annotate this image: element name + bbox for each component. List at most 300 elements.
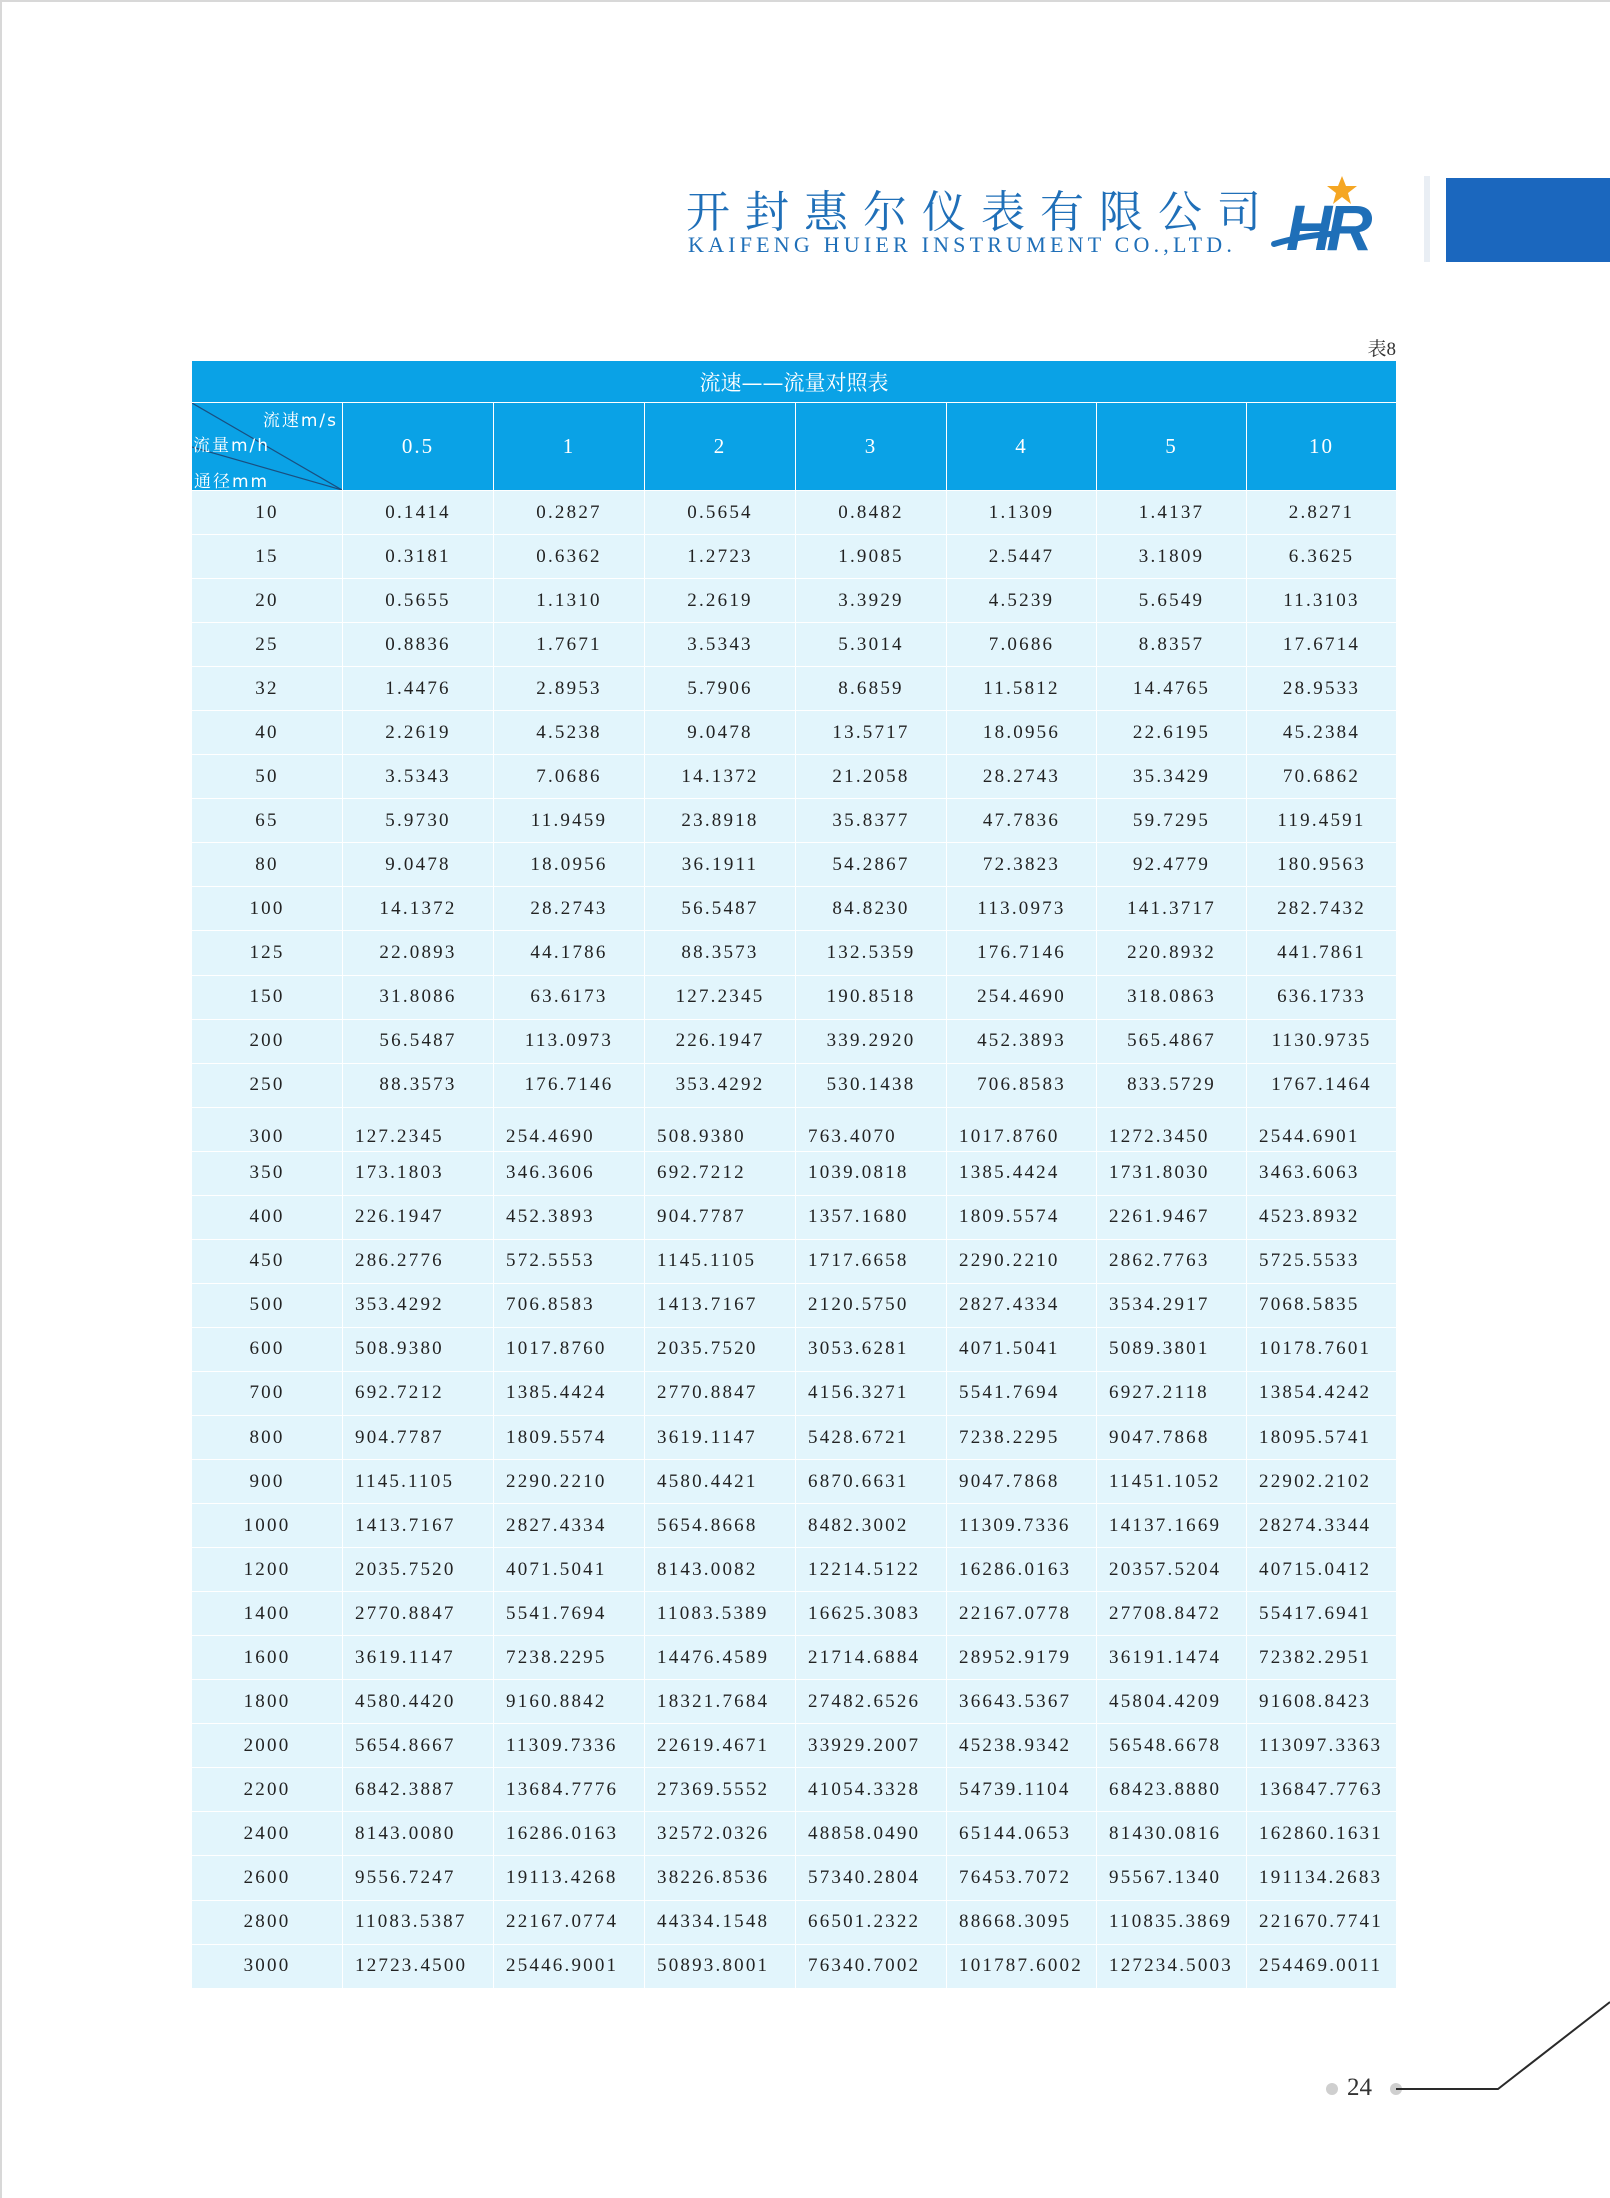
flow-value-cell: 176.7146 [494, 1063, 645, 1107]
diameter-cell: 50 [192, 755, 343, 799]
flow-value-cell: 226.1947 [343, 1195, 494, 1239]
flow-value-cell: 190.8518 [796, 975, 947, 1019]
flow-value-cell: 346.3606 [494, 1151, 645, 1195]
flow-value-cell: 3.5343 [645, 623, 796, 667]
diameter-cell: 2000 [192, 1724, 343, 1768]
flow-value-cell: 13684.7776 [494, 1768, 645, 1812]
flow-value-cell: 56548.6678 [1097, 1724, 1247, 1768]
flow-value-cell: 904.7787 [343, 1415, 494, 1459]
flow-value-cell: 95567.1340 [1097, 1856, 1247, 1900]
flow-value-cell: 35.8377 [796, 799, 947, 843]
table-row [192, 755, 1397, 799]
flow-value-cell: 63.6173 [494, 975, 645, 1019]
flow-value-cell: 88668.3095 [947, 1900, 1097, 1944]
flow-value-cell: 28952.9179 [947, 1636, 1097, 1680]
flow-value-cell: 706.8583 [494, 1283, 645, 1327]
flow-value-cell: 6842.3887 [343, 1768, 494, 1812]
diameter-cell: 2800 [192, 1900, 343, 1944]
table-row [192, 1944, 1397, 1988]
flow-value-cell: 452.3893 [494, 1195, 645, 1239]
flow-value-cell: 27369.5552 [645, 1768, 796, 1812]
flow-value-cell: 40715.0412 [1247, 1548, 1397, 1592]
velocity-unit-label: 流速m/s [262, 411, 338, 431]
flow-value-cell: 5541.7694 [947, 1371, 1097, 1415]
table-row [192, 1856, 1397, 1900]
flow-value-cell: 32572.0326 [645, 1812, 796, 1856]
flow-value-cell: 2770.8847 [645, 1371, 796, 1415]
table-row [192, 1063, 1397, 1107]
flow-value-cell: 5089.3801 [1097, 1327, 1247, 1371]
table-row [192, 579, 1397, 623]
flow-value-cell: 1809.5574 [494, 1415, 645, 1459]
flow-value-cell: 132.5359 [796, 931, 947, 975]
flow-value-cell: 4.5238 [494, 711, 645, 755]
flow-value-cell: 353.4292 [343, 1283, 494, 1327]
company-name-english: KAIFENG HUIER INSTRUMENT CO.,LTD. [688, 232, 1237, 257]
flow-value-cell: 4156.3271 [796, 1371, 947, 1415]
diameter-unit-label: 通径mm [194, 472, 270, 492]
velocity-column-header: 10 [1247, 403, 1397, 491]
flow-value-cell: 2.2619 [343, 711, 494, 755]
flow-value-cell: 0.6362 [494, 535, 645, 579]
velocity-column-header: 0.5 [343, 403, 494, 491]
flow-value-cell: 13854.4242 [1247, 1371, 1397, 1415]
flow-value-cell: 113.0973 [494, 1019, 645, 1063]
flow-value-cell: 23.8918 [645, 799, 796, 843]
flow-value-cell: 6870.6631 [796, 1460, 947, 1504]
flow-value-cell: 1413.7167 [343, 1504, 494, 1548]
flow-value-cell: 44.1786 [494, 931, 645, 975]
flow-value-cell: 14476.4589 [645, 1636, 796, 1680]
header-blue-band [1446, 178, 1610, 262]
velocity-column-header: 5 [1097, 403, 1247, 491]
flow-value-cell: 1145.1105 [645, 1239, 796, 1283]
table-row [192, 1592, 1397, 1636]
table-row [192, 1680, 1397, 1724]
diameter-cell: 1600 [192, 1636, 343, 1680]
flow-unit-label: 流量m/h [193, 436, 271, 456]
flow-value-cell: 162860.1631 [1247, 1812, 1397, 1856]
flow-value-cell: 9.0478 [645, 711, 796, 755]
flow-value-cell: 119.4591 [1247, 799, 1397, 843]
diameter-cell: 10 [192, 491, 343, 535]
diameter-cell: 1400 [192, 1592, 343, 1636]
flow-value-cell: 1.4137 [1097, 491, 1247, 535]
flow-value-cell: 2035.7520 [343, 1548, 494, 1592]
diameter-cell: 3000 [192, 1944, 343, 1988]
diameter-cell: 100 [192, 887, 343, 931]
flow-value-cell: 31.8086 [343, 975, 494, 1019]
diameter-cell: 40 [192, 711, 343, 755]
flow-value-cell: 5.3014 [796, 623, 947, 667]
velocity-column-header: 4 [947, 403, 1097, 491]
diameter-cell: 32 [192, 667, 343, 711]
velocity-column-header: 1 [494, 403, 645, 491]
flow-value-cell: 3619.1147 [343, 1636, 494, 1680]
flow-value-cell: 1145.1105 [343, 1460, 494, 1504]
table-row [192, 711, 1397, 755]
diameter-cell: 500 [192, 1283, 343, 1327]
table-row [192, 931, 1397, 975]
flow-value-cell: 7.0686 [494, 755, 645, 799]
table-row [192, 799, 1397, 843]
flow-value-cell: 286.2776 [343, 1239, 494, 1283]
flow-value-cell: 48858.0490 [796, 1812, 947, 1856]
flow-value-cell: 54.2867 [796, 843, 947, 887]
flow-value-cell: 141.3717 [1097, 887, 1247, 931]
company-name-chinese: 开封惠尔仪表有限公司 [686, 187, 1276, 238]
flow-value-cell: 2290.2210 [947, 1239, 1097, 1283]
flow-value-cell: 113097.3363 [1247, 1724, 1397, 1768]
flow-value-cell: 54739.1104 [947, 1768, 1097, 1812]
flow-value-cell: 191134.2683 [1247, 1856, 1397, 1900]
flow-value-cell: 22902.2102 [1247, 1460, 1397, 1504]
flow-value-cell: 18.0956 [947, 711, 1097, 755]
flow-value-cell: 3.5343 [343, 755, 494, 799]
flow-value-cell: 221670.7741 [1247, 1900, 1397, 1944]
diameter-cell: 20 [192, 579, 343, 623]
flow-value-cell: 11309.7336 [947, 1504, 1097, 1548]
flow-value-cell: 8143.0080 [343, 1812, 494, 1856]
flow-value-cell: 4523.8932 [1247, 1195, 1397, 1239]
table-row [192, 1768, 1397, 1812]
table-row [192, 1327, 1397, 1371]
flow-value-cell: 13.5717 [796, 711, 947, 755]
flow-value-cell: 22.6195 [1097, 711, 1247, 755]
diameter-cell: 700 [192, 1371, 343, 1415]
flow-value-cell: 3463.6063 [1247, 1151, 1397, 1195]
corner-header-cell [192, 403, 343, 491]
flow-value-cell: 226.1947 [645, 1019, 796, 1063]
flow-value-cell: 7068.5835 [1247, 1283, 1397, 1327]
diameter-cell: 200 [192, 1019, 343, 1063]
flow-value-cell: 1017.8760 [494, 1327, 645, 1371]
flow-value-cell: 72382.2951 [1247, 1636, 1397, 1680]
flow-value-cell: 254.4690 [494, 1107, 645, 1151]
flow-value-cell: 18.0956 [494, 843, 645, 887]
flow-value-cell: 692.7212 [343, 1371, 494, 1415]
flow-value-cell: 5.6549 [1097, 579, 1247, 623]
diameter-cell: 450 [192, 1239, 343, 1283]
flow-value-cell: 1809.5574 [947, 1195, 1097, 1239]
flow-value-cell: 5.9730 [343, 799, 494, 843]
flow-value-cell: 55417.6941 [1247, 1592, 1397, 1636]
flow-value-cell: 3.1809 [1097, 535, 1247, 579]
flow-velocity-table [191, 360, 1397, 1989]
flow-value-cell: 1385.4424 [947, 1151, 1097, 1195]
flow-value-cell: 11.5812 [947, 667, 1097, 711]
table-row [192, 1283, 1397, 1327]
table-row [192, 843, 1397, 887]
flow-value-cell: 1.7671 [494, 623, 645, 667]
flow-value-cell: 27482.6526 [796, 1680, 947, 1724]
flow-value-cell: 2290.2210 [494, 1460, 645, 1504]
table-row [192, 1195, 1397, 1239]
table-row [192, 1460, 1397, 1504]
diameter-cell: 900 [192, 1460, 343, 1504]
flow-value-cell: 8.8357 [1097, 623, 1247, 667]
flow-value-cell: 1.1309 [947, 491, 1097, 535]
flow-value-cell: 565.4867 [1097, 1019, 1247, 1063]
flow-value-cell: 1413.7167 [645, 1283, 796, 1327]
flow-value-cell: 1385.4424 [494, 1371, 645, 1415]
flow-value-cell: 5541.7694 [494, 1592, 645, 1636]
flow-value-cell: 27708.8472 [1097, 1592, 1247, 1636]
flow-value-cell: 0.1414 [343, 491, 494, 535]
flow-value-cell: 1017.8760 [947, 1107, 1097, 1151]
flow-value-cell: 0.5655 [343, 579, 494, 623]
flow-value-cell: 127.2345 [343, 1107, 494, 1151]
flow-value-cell: 11.3103 [1247, 579, 1397, 623]
page-border [0, 0, 1610, 2]
flow-value-cell: 4071.5041 [947, 1327, 1097, 1371]
diameter-cell: 600 [192, 1327, 343, 1371]
flow-value-cell: 47.7836 [947, 799, 1097, 843]
flow-value-cell: 173.1803 [343, 1151, 494, 1195]
flow-value-cell: 833.5729 [1097, 1063, 1247, 1107]
flow-value-cell: 22619.4671 [645, 1724, 796, 1768]
flow-value-cell: 8143.0082 [645, 1548, 796, 1592]
flow-value-cell: 28274.3344 [1247, 1504, 1397, 1548]
flow-value-cell: 81430.0816 [1097, 1812, 1247, 1856]
flow-value-cell: 2827.4334 [947, 1283, 1097, 1327]
flow-value-cell: 41054.3328 [796, 1768, 947, 1812]
flow-value-cell: 1.9085 [796, 535, 947, 579]
flow-value-cell: 339.2920 [796, 1019, 947, 1063]
flow-value-cell: 17.6714 [1247, 623, 1397, 667]
flow-value-cell: 72.3823 [947, 843, 1097, 887]
flow-value-cell: 2770.8847 [343, 1592, 494, 1636]
table-row [192, 975, 1397, 1019]
flow-value-cell: 22167.0778 [947, 1592, 1097, 1636]
flow-value-cell: 2827.4334 [494, 1504, 645, 1548]
flow-value-cell: 706.8583 [947, 1063, 1097, 1107]
flow-value-cell: 1.4476 [343, 667, 494, 711]
flow-value-cell: 572.5553 [494, 1239, 645, 1283]
diameter-cell: 15 [192, 535, 343, 579]
flow-value-cell: 5725.5533 [1247, 1239, 1397, 1283]
table-row [192, 1812, 1397, 1856]
flow-value-cell: 113.0973 [947, 887, 1097, 931]
diameter-cell: 800 [192, 1415, 343, 1459]
flow-value-cell: 91608.8423 [1247, 1680, 1397, 1724]
diameter-cell: 125 [192, 931, 343, 975]
flow-value-cell: 8.6859 [796, 667, 947, 711]
flow-value-cell: 14.4765 [1097, 667, 1247, 711]
flow-value-cell: 282.7432 [1247, 887, 1397, 931]
flow-value-cell: 763.4070 [796, 1107, 947, 1151]
flow-value-cell: 0.5654 [645, 491, 796, 535]
flow-value-cell: 2.8271 [1247, 491, 1397, 535]
table-row [192, 667, 1397, 711]
diameter-cell: 25 [192, 623, 343, 667]
flow-value-cell: 2261.9467 [1097, 1195, 1247, 1239]
flow-value-cell: 1731.8030 [1097, 1151, 1247, 1195]
flow-value-cell: 11451.1052 [1097, 1460, 1247, 1504]
flow-value-cell: 530.1438 [796, 1063, 947, 1107]
flow-value-cell: 692.7212 [645, 1151, 796, 1195]
table-row [192, 1151, 1397, 1195]
flow-value-cell: 76453.7072 [947, 1856, 1097, 1900]
flow-value-cell: 22167.0774 [494, 1900, 645, 1944]
flow-value-cell: 2544.6901 [1247, 1107, 1397, 1151]
flow-value-cell: 36643.5367 [947, 1680, 1097, 1724]
company-logo [1270, 174, 1410, 264]
diameter-cell: 2200 [192, 1768, 343, 1812]
diameter-cell: 80 [192, 843, 343, 887]
flow-value-cell: 12723.4500 [343, 1944, 494, 1988]
flow-value-cell: 353.4292 [645, 1063, 796, 1107]
flow-value-cell: 3053.6281 [796, 1327, 947, 1371]
flow-value-cell: 2035.7520 [645, 1327, 796, 1371]
flow-value-cell: 22.0893 [343, 931, 494, 975]
flow-value-cell: 50893.8001 [645, 1944, 796, 1988]
flow-value-cell: 76340.7002 [796, 1944, 947, 1988]
flow-value-cell: 33929.2007 [796, 1724, 947, 1768]
flow-value-cell: 5654.8668 [645, 1504, 796, 1548]
table-row [192, 491, 1397, 535]
flow-value-cell: 452.3893 [947, 1019, 1097, 1063]
flow-value-cell: 16625.3083 [796, 1592, 947, 1636]
flow-value-cell: 7238.2295 [494, 1636, 645, 1680]
flow-value-cell: 508.9380 [343, 1327, 494, 1371]
flow-value-cell: 7238.2295 [947, 1415, 1097, 1459]
flow-value-cell: 9047.7868 [1097, 1415, 1247, 1459]
flow-value-cell: 14.1372 [343, 887, 494, 931]
header-divider [1424, 176, 1430, 262]
flow-value-cell: 4071.5041 [494, 1548, 645, 1592]
flow-value-cell: 3619.1147 [645, 1415, 796, 1459]
flow-value-cell: 3.3929 [796, 579, 947, 623]
table-row [192, 1724, 1397, 1768]
flow-value-cell: 1039.0818 [796, 1151, 947, 1195]
flow-value-cell: 176.7146 [947, 931, 1097, 975]
flow-value-cell: 6927.2118 [1097, 1371, 1247, 1415]
flow-value-cell: 18321.7684 [645, 1680, 796, 1724]
flow-value-cell: 14.1372 [645, 755, 796, 799]
flow-value-cell: 25446.9001 [494, 1944, 645, 1988]
flow-value-cell: 88.3573 [645, 931, 796, 975]
flow-value-cell: 56.5487 [343, 1019, 494, 1063]
table-row [192, 1019, 1397, 1063]
flow-value-cell: 1357.1680 [796, 1195, 947, 1239]
footer-decorative-line [1396, 2000, 1610, 2100]
flow-value-cell: 254469.0011 [1247, 1944, 1397, 1988]
flow-value-cell: 0.8482 [796, 491, 947, 535]
table-row [192, 1415, 1397, 1459]
flow-value-cell: 2120.5750 [796, 1283, 947, 1327]
flow-value-cell: 1.2723 [645, 535, 796, 579]
diameter-cell: 1200 [192, 1548, 343, 1592]
diameter-cell: 400 [192, 1195, 343, 1239]
table-row [192, 535, 1397, 579]
flow-value-cell: 45.2384 [1247, 711, 1397, 755]
flow-value-cell: 1767.1464 [1247, 1063, 1397, 1107]
flow-value-cell: 8482.3002 [796, 1504, 947, 1548]
table-row [192, 1548, 1397, 1592]
flow-value-cell: 20357.5204 [1097, 1548, 1247, 1592]
flow-value-cell: 21.2058 [796, 755, 947, 799]
flow-value-cell: 88.3573 [343, 1063, 494, 1107]
flow-value-cell: 19113.4268 [494, 1856, 645, 1900]
flow-value-cell: 220.8932 [1097, 931, 1247, 975]
flow-value-cell: 1272.3450 [1097, 1107, 1247, 1151]
flow-value-cell: 11309.7336 [494, 1724, 645, 1768]
table-row [192, 1504, 1397, 1548]
flow-value-cell: 6.3625 [1247, 535, 1397, 579]
flow-value-cell: 18095.5741 [1247, 1415, 1397, 1459]
flow-value-cell: 45238.9342 [947, 1724, 1097, 1768]
diameter-cell: 350 [192, 1151, 343, 1195]
flow-value-cell: 180.9563 [1247, 843, 1397, 887]
flow-value-cell: 12214.5122 [796, 1548, 947, 1592]
flow-value-cell: 2.2619 [645, 579, 796, 623]
flow-value-cell: 84.8230 [796, 887, 947, 931]
flow-value-cell: 36.1911 [645, 843, 796, 887]
flow-value-cell: 5654.8667 [343, 1724, 494, 1768]
flow-value-cell: 254.4690 [947, 975, 1097, 1019]
flow-value-cell: 11083.5389 [645, 1592, 796, 1636]
flow-value-cell: 1130.9735 [1247, 1019, 1397, 1063]
flow-value-cell: 9160.8842 [494, 1680, 645, 1724]
flow-value-cell: 4580.4420 [343, 1680, 494, 1724]
diameter-cell: 2400 [192, 1812, 343, 1856]
flow-value-cell: 4580.4421 [645, 1460, 796, 1504]
diameter-cell: 150 [192, 975, 343, 1019]
flow-value-cell: 3534.2917 [1097, 1283, 1247, 1327]
flow-value-cell: 70.6862 [1247, 755, 1397, 799]
page-number: 24 [1347, 2074, 1372, 2101]
flow-value-cell: 9047.7868 [947, 1460, 1097, 1504]
flow-value-cell: 16286.0163 [494, 1812, 645, 1856]
flow-value-cell: 10178.7601 [1247, 1327, 1397, 1371]
flow-value-cell: 68423.8880 [1097, 1768, 1247, 1812]
table-row [192, 1900, 1397, 1944]
diameter-cell: 300 [192, 1107, 343, 1151]
flow-value-cell: 101787.6002 [947, 1944, 1097, 1988]
flow-value-cell: 11083.5387 [343, 1900, 494, 1944]
diameter-cell: 65 [192, 799, 343, 843]
flow-value-cell: 57340.2804 [796, 1856, 947, 1900]
flow-value-cell: 28.9533 [1247, 667, 1397, 711]
flow-value-cell: 66501.2322 [796, 1900, 947, 1944]
flow-value-cell: 21714.6884 [796, 1636, 947, 1680]
flow-value-cell: 16286.0163 [947, 1548, 1097, 1592]
flow-value-cell: 35.3429 [1097, 755, 1247, 799]
flow-value-cell: 127234.5003 [1097, 1944, 1247, 1988]
flow-value-cell: 904.7787 [645, 1195, 796, 1239]
flow-value-cell: 45804.4209 [1097, 1680, 1247, 1724]
diameter-cell: 2600 [192, 1856, 343, 1900]
flow-value-cell: 28.2743 [494, 887, 645, 931]
flow-value-cell: 1717.6658 [796, 1239, 947, 1283]
flow-value-cell: 2862.7763 [1097, 1239, 1247, 1283]
flow-value-cell: 0.8836 [343, 623, 494, 667]
velocity-column-header: 3 [796, 403, 947, 491]
flow-value-cell: 59.7295 [1097, 799, 1247, 843]
flow-value-cell: 0.3181 [343, 535, 494, 579]
flow-value-cell: 36191.1474 [1097, 1636, 1247, 1680]
flow-value-cell: 318.0863 [1097, 975, 1247, 1019]
page-dot-left [1326, 2083, 1338, 2095]
flow-value-cell: 56.5487 [645, 887, 796, 931]
flow-value-cell: 9556.7247 [343, 1856, 494, 1900]
diameter-cell: 250 [192, 1063, 343, 1107]
flow-value-cell: 136847.7763 [1247, 1768, 1397, 1812]
flow-value-cell: 5.7906 [645, 667, 796, 711]
flow-value-cell: 127.2345 [645, 975, 796, 1019]
table-row [192, 1371, 1397, 1415]
